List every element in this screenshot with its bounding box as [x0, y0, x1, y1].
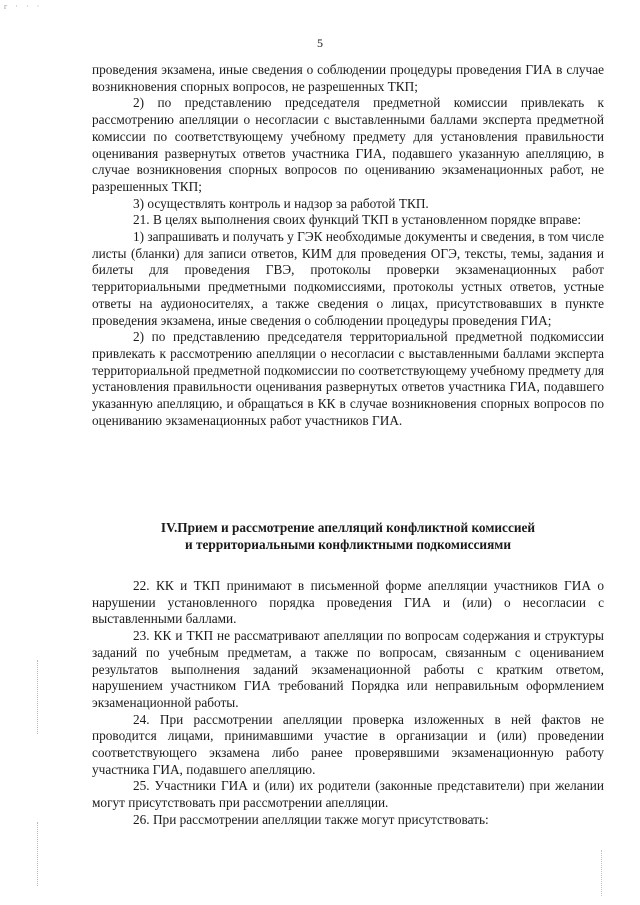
body-text-block-2 [92, 578, 604, 829]
scan-margin-line [37, 660, 39, 734]
paragraph-25: 25. Участники ГИА и (или) их родители (законные представители) при желании могут присутствовать при рассмотрении апелляции. [92, 778, 604, 811]
paragraph-continuation: проведения экзамена, иные сведения о соблюдении процедуры проведения ГИА в случае возникновения спорных вопросов, не разрешенных ТКП; [92, 62, 604, 94]
scan-margin-line [37, 822, 39, 886]
paragraph-23: 23. КК и ТКП не рассматривают апелляции по вопросам содержания и структуры заданий по учебным предметам, а также по вопросам, связанным с оцениванием результатов выполнения заданий экзаменационной работы с кратким ответом, нарушением участником ГИА требований Порядка или неправильным оформлением экзаменационной работы. [92, 628, 604, 710]
paragraph-21-item-1: 1) запрашивать и получать у ГЭК необходимые документы и сведения, в том числе листы (бланки) для записи ответов, КИМ для проведения ОГЭ, тексты, темы, задания и билеты для проведения ГВЭ, протоколы проверки экзаменационных работ территориальными предметными подкомиссиями, протоколы устных ответов, устные ответы на аудионосителях, а также сведения о лицах, присутствовавших в пункте проведения экзамена, иные сведения о соблюдении процедуры проведения ГИА; [92, 229, 604, 328]
paragraph-21: 21. В целях выполнения своих функций ТКП в установленном порядке вправе: [133, 212, 582, 228]
paragraph-26: 26. При рассмотрении апелляции также могут присутствовать: [133, 811, 489, 827]
paragraph-item-3: 3) осуществлять контроль и надзор за работой ТКП. [133, 195, 429, 211]
paragraph-22: 22. КК и ТКП принимают в письменной форме апелляции участников ГИА о нарушении установленного порядка проведения ГИА и (или) о несогласии с выставленными баллами. [92, 578, 604, 627]
section-heading-line-2: и территориальными конфликтными подкомиссиями [185, 537, 511, 552]
section-heading-line-1: IV.Прием и рассмотрение апелляций конфликтной комиссией [160, 520, 536, 535]
paragraph-21-item-2: 2) по представлению председателя территориальной предметной подкомиссии привлекать к рассмотрению апелляции о несогласии с выставленными баллами эксперта территориальной предметной подкомиссии по соответствующему учебному предмету для установления правильности оценивания развернутых ответов участника ГИА, подавшего указанную апелляцию, и обращаться в КК в случае возникновения спорных вопросов по оцениванию экзаменационных работ участников ГИА. [92, 329, 604, 428]
scan-margin-line [601, 850, 603, 896]
paragraph-item-2: 2) по представлению председателя предметной комиссии привлекать к рассмотрению апелляции о несогласии с выставленными баллами эксперта предметной комиссии по соответствующему учебному предмету для установления правильности оценивания развернутых ответов участника ГИА, подавшего указанную апелляцию, в случае возникновения спорных вопросов по оцениванию экзаменационных работ, не разрешенных ТКП; [92, 95, 604, 194]
page-number: 5 [317, 36, 323, 50]
paragraph-24: 24. При рассмотрении апелляции проверка изложенных в ней фактов не проводится лицами, принимавшими участие в организации и (или) проведении соответствующего экзамена либо ранее проверявшими экзаменационную работу участника ГИА, подавшего апелляцию. [92, 711, 604, 777]
section-heading [92, 519, 604, 553]
scan-artifact-mark: г · · · [4, 2, 43, 11]
body-text-block-1 [92, 62, 604, 429]
